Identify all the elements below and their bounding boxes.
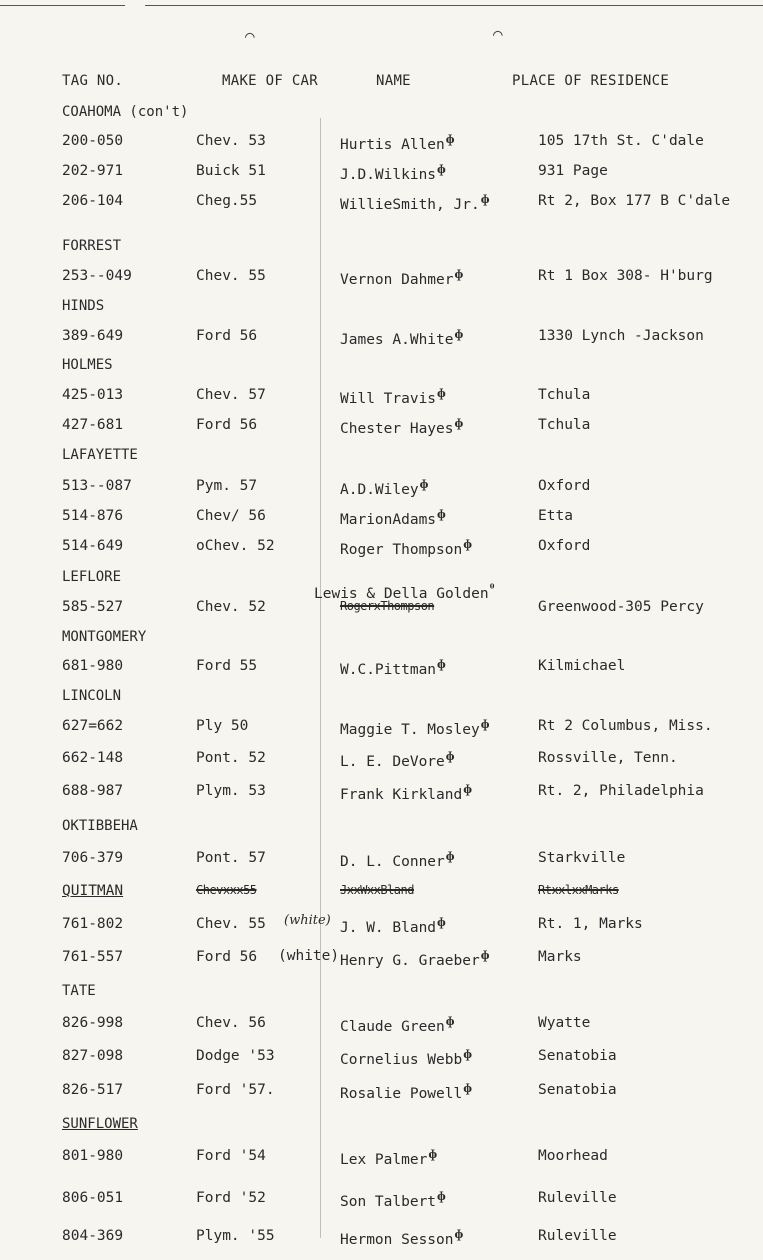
- handwritten-white-note: (white): [284, 913, 331, 928]
- name-cell: Hurtis Allen$^ɸ$: [340, 133, 455, 153]
- county-heading: SUNFLOWER: [62, 1116, 138, 1132]
- county-heading: HINDS: [62, 298, 105, 314]
- county-heading: LEFLORE: [62, 569, 122, 585]
- name-cell: Chester Hayes$^ɸ$: [340, 417, 464, 437]
- name-cell: MarionAdams$^ɸ$: [340, 508, 446, 528]
- tag-cell: 427-681: [62, 417, 124, 433]
- county-heading: OKTIBBEHA: [62, 818, 138, 834]
- name-cell: Frank Kirkland$^ɸ$: [340, 783, 472, 803]
- tag-cell: 761-557: [62, 949, 124, 965]
- tag-cell: 513--087: [62, 478, 132, 494]
- name-cell: James A.White$^ɸ$: [340, 328, 464, 348]
- check-mark-icon: ɸ: [463, 538, 472, 551]
- county-heading: MONTGOMERY: [62, 629, 147, 645]
- check-mark-icon: ɸ: [428, 1148, 438, 1161]
- check-mark-icon: ɸ: [480, 949, 490, 962]
- table-row: [0, 599, 763, 619]
- table-row: [0, 1148, 763, 1168]
- residence-cell: 105 17th St. C'dale: [538, 133, 704, 149]
- leflore-name-above: Lewis & Della Golden$^ᶿ$: [314, 582, 495, 602]
- tag-cell: 202-971: [62, 163, 124, 179]
- header-residence: PLACE OF RESIDENCE: [512, 73, 670, 89]
- tag-cell: 206-104: [62, 193, 124, 209]
- tag-cell: 688-987: [62, 783, 124, 799]
- check-mark-icon: ɸ: [437, 387, 446, 400]
- quitman-name-struck: JxxWxxBland: [340, 883, 414, 897]
- make-cell: oChev. 52: [196, 538, 275, 554]
- check-mark-icon: ɸ: [445, 750, 455, 763]
- name-cell: Hermon Sesson$^ɸ$: [340, 1228, 464, 1248]
- check-mark-icon: ɸ: [454, 328, 464, 341]
- name-cell: D. L. Conner$^ɸ$: [340, 850, 455, 870]
- residence-cell: Starkville: [538, 850, 626, 866]
- check-mark-icon: ɸ: [419, 478, 429, 491]
- check-mark-icon: ɸ: [437, 163, 446, 176]
- make-cell: Ford 56: [196, 328, 258, 344]
- make-cell: Ford '54: [196, 1148, 266, 1164]
- county-heading: FORREST: [62, 238, 122, 254]
- table-row: [0, 949, 763, 969]
- name-cell: Will Travis$^ɸ$: [340, 387, 446, 407]
- check-mark-icon: ɸ: [445, 850, 455, 863]
- name-cell: Henry G. Graeber$^ɸ$: [340, 949, 490, 969]
- table-row: [0, 718, 763, 738]
- check-mark-icon: ɸ: [445, 133, 455, 146]
- make-cell: Ford 56: [196, 417, 258, 433]
- table-row: [0, 163, 763, 183]
- check-mark-icon: ɸ: [437, 508, 446, 521]
- table-row: [0, 850, 763, 870]
- county-heading: COAHOMA (con't): [62, 104, 189, 120]
- tag-cell: 681-980: [62, 658, 124, 674]
- make-cell: Chev. 55: [196, 268, 266, 284]
- typed-white-note: (white): [278, 948, 340, 964]
- table-row: [0, 750, 763, 770]
- name-cell: A.D.Wiley$^ɸ$: [340, 478, 429, 498]
- tag-cell: 425-013: [62, 387, 124, 403]
- tag-cell: 801-980: [62, 1148, 124, 1164]
- table-row: [0, 387, 763, 407]
- name-cell: Vernon Dahmer$^ɸ$: [340, 268, 464, 288]
- make-cell: Chev. 52: [196, 599, 266, 615]
- make-cell: Chev. 57: [196, 387, 266, 403]
- residence-cell: Rt. 2, Philadelphia: [538, 783, 704, 799]
- make-cell: Cheg.55: [196, 193, 258, 209]
- residence-cell: 931 Page: [538, 163, 608, 179]
- residence-cell: Marks: [538, 949, 582, 965]
- check-mark-icon: ɸ: [437, 1190, 446, 1203]
- residence-cell: Moorhead: [538, 1148, 608, 1164]
- header-make: MAKE OF CAR: [222, 73, 319, 89]
- table-row: [0, 783, 763, 803]
- tag-cell: 827-098: [62, 1048, 124, 1064]
- tag-cell: 806-051: [62, 1190, 124, 1206]
- quitman-make-struck: Chevxxx55: [196, 883, 257, 897]
- county-heading: TATE: [62, 983, 96, 999]
- table-row: [0, 538, 763, 558]
- tag-cell: 514-649: [62, 538, 124, 554]
- check-mark-icon: ɸ: [463, 1082, 472, 1095]
- residence-cell: Wyatte: [538, 1015, 591, 1031]
- residence-cell: Rt 2 Columbus, Miss.: [538, 718, 713, 734]
- make-cell: Buick 51: [196, 163, 266, 179]
- name-cell: Rosalie Powell$^ɸ$: [340, 1082, 472, 1102]
- name-cell: Lex Palmer$^ɸ$: [340, 1148, 438, 1168]
- table-row: [0, 133, 763, 153]
- county-heading: HOLMES: [62, 357, 113, 373]
- county-heading: LINCOLN: [62, 688, 122, 704]
- table-row: [0, 268, 763, 288]
- residence-cell: Rossville, Tenn.: [538, 750, 678, 766]
- check-mark-icon: ɸ: [463, 783, 472, 796]
- make-cell: Pont. 52: [196, 750, 266, 766]
- name-cell: Son Talbert$^ɸ$: [340, 1190, 446, 1210]
- make-cell: Ford 56: [196, 949, 258, 965]
- residence-cell: 1330 Lynch -Jackson: [538, 328, 704, 344]
- residence-cell: Oxford: [538, 478, 591, 494]
- quitman-row: [0, 883, 763, 903]
- check-mark-icon: ɸ: [454, 417, 464, 430]
- check-mark-icon: ɸ: [463, 1048, 472, 1061]
- residence-cell: Tchula: [538, 417, 591, 433]
- tag-cell: 662-148: [62, 750, 124, 766]
- tag-cell: 826-517: [62, 1082, 124, 1098]
- tag-cell: 585-527: [62, 599, 124, 615]
- quitman-res-struck: RtxxlxxMarks: [538, 883, 619, 897]
- scan-mark: ⌒: [245, 26, 255, 45]
- make-cell: Pym. 57: [196, 478, 258, 494]
- table-row: [0, 328, 763, 348]
- residence-cell: Greenwood-305 Percy: [538, 599, 704, 615]
- check-mark-icon: ɸ: [445, 1015, 455, 1028]
- residence-cell: Senatobia: [538, 1048, 617, 1064]
- tag-cell: 514-876: [62, 508, 124, 524]
- tag-cell: 826-998: [62, 1015, 124, 1031]
- name-cell: Roger Thompson$^ɸ$: [340, 538, 472, 558]
- residence-cell: Ruleville: [538, 1228, 617, 1244]
- table-row: [0, 417, 763, 437]
- name-cell: J. W. Bland$^ɸ$: [340, 916, 446, 936]
- make-cell: Ply 50: [196, 718, 249, 734]
- residence-cell: Rt 1 Box 308- H'burg: [538, 268, 713, 284]
- name-cell: RogerxThompson: [340, 599, 435, 613]
- top-rule-left: [0, 5, 125, 6]
- tag-cell: 804-369: [62, 1228, 124, 1244]
- tag-cell: 761-802: [62, 916, 124, 932]
- name-cell: Claude Green$^ɸ$: [340, 1015, 455, 1035]
- make-cell: Pont. 57: [196, 850, 266, 866]
- name-cell: L. E. DeVore$^ɸ$: [340, 750, 455, 770]
- name-cell: Cornelius Webb$^ɸ$: [340, 1048, 472, 1068]
- make-cell: Chev/ 56: [196, 508, 266, 524]
- name-cell: J.D.Wilkins$^ɸ$: [340, 163, 446, 183]
- header-tag: TAG NO.: [62, 73, 124, 89]
- residence-cell: Oxford: [538, 538, 591, 554]
- table-row: [0, 916, 763, 936]
- tag-cell: 627=662: [62, 718, 124, 734]
- table-row: [0, 508, 763, 528]
- make-cell: Chev. 53: [196, 133, 266, 149]
- residence-cell: Tchula: [538, 387, 591, 403]
- residence-cell: Etta: [538, 508, 573, 524]
- make-cell: Ford '52: [196, 1190, 266, 1206]
- residence-cell: Ruleville: [538, 1190, 617, 1206]
- quitman-county: QUITMAN: [62, 883, 124, 899]
- table-row: [0, 1190, 763, 1210]
- check-mark-icon: ɸ: [480, 193, 490, 206]
- table-row: [0, 658, 763, 678]
- check-mark-icon: ɸ: [437, 916, 446, 929]
- tag-cell: 253--049: [62, 268, 132, 284]
- table-row: [0, 1228, 763, 1248]
- check-mark-icon: ɸ: [437, 658, 446, 671]
- make-cell: Ford '57.: [196, 1082, 275, 1098]
- name-cell: Maggie T. Mosley$^ɸ$: [340, 718, 490, 738]
- make-cell: Plym. '55: [196, 1228, 275, 1244]
- make-cell: Chev. 55: [196, 916, 266, 932]
- tag-cell: 706-379: [62, 850, 124, 866]
- check-mark-icon: ɸ: [480, 718, 490, 731]
- county-heading: LAFAYETTE: [62, 447, 138, 463]
- tag-cell: 389-649: [62, 328, 124, 344]
- check-mark-icon: ɸ: [454, 268, 464, 281]
- make-cell: Ford 55: [196, 658, 258, 674]
- scan-mark: ⌒: [493, 24, 503, 43]
- table-row: [0, 1048, 763, 1068]
- check-mark-icon: ɸ: [454, 1228, 464, 1241]
- residence-cell: Rt. 1, Marks: [538, 916, 643, 932]
- residence-cell: Senatobia: [538, 1082, 617, 1098]
- header-name: NAME: [376, 73, 411, 89]
- make-cell: Dodge '53: [196, 1048, 275, 1064]
- make-cell: Chev. 56: [196, 1015, 266, 1031]
- table-row: [0, 478, 763, 498]
- table-row: [0, 193, 763, 213]
- table-row: [0, 1015, 763, 1035]
- make-cell: Plym. 53: [196, 783, 266, 799]
- residence-cell: Kilmichael: [538, 658, 626, 674]
- residence-cell: Rt 2, Box 177 B C'dale: [538, 193, 731, 209]
- tag-cell: 200-050: [62, 133, 124, 149]
- name-cell: W.C.Pittman$^ɸ$: [340, 658, 446, 678]
- top-rule-right: [145, 5, 763, 6]
- table-row: [0, 1082, 763, 1102]
- name-cell: WillieSmith, Jr.$^ɸ$: [340, 193, 490, 213]
